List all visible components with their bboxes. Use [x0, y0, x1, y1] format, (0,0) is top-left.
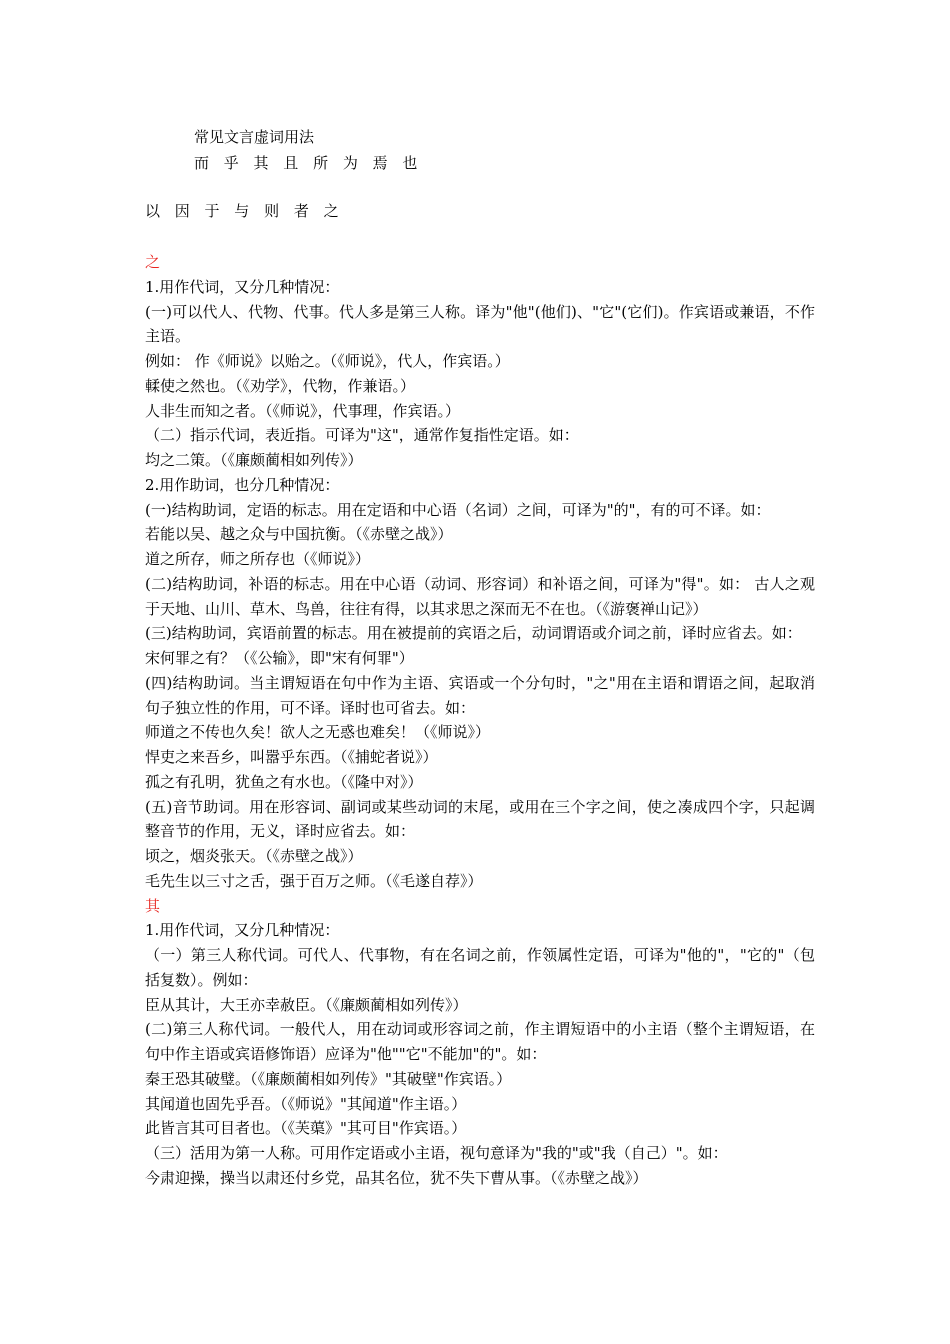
document-subtitle: 而 乎 其 且 所 为 焉 也 — [194, 154, 423, 172]
body-paragraph: 其闻道也固先乎吾。（《师说》"其闻道"作主语。） — [145, 1094, 467, 1113]
body-paragraph: 师道之不传也久矣！欲人之无惑也难矣！（《师说》） — [145, 723, 491, 742]
body-paragraph: （三）活用为第一人称。可用作定语或小主语，视句意译为"我的"或"我（自己）"。如： — [145, 1144, 728, 1162]
body-paragraph: 孤之有孔明，犹鱼之有水也。（《隆中对》） — [145, 772, 423, 791]
body-paragraph: 道之所存，师之所存也（《师说》） — [145, 550, 371, 568]
body-paragraph: 今肃迎操，操当以肃还付乡党，品其名位，犹不失下曹从事。（《赤壁之战》） — [145, 1168, 648, 1187]
body-paragraph: (三)结构助词，宾语前置的标志。用在被提前的宾语之后，动词谓语或介词之前，译时应省去。如： — [145, 624, 802, 643]
body-paragraph: 秦王恐其破璧。（《廉颇蔺相如列传》"其破壁"作宾语。） — [145, 1069, 512, 1088]
body-paragraph: 1.用作代词，又分几种情况： — [145, 277, 340, 296]
body-paragraph: (二)第三人称代词。一般代人，用在动词或形容词之前，作主谓短语中的小主语（整个主谓短语，在句中作主语或宾语修饰语）应译为"他""它"不能加"的"。如： — [145, 1020, 815, 1063]
section-heading: 其 — [145, 896, 161, 915]
document-title: 常见文言虚词用法 — [194, 128, 315, 146]
body-paragraph: 人非生而知之者。（《师说》，代事理，作宾语。） — [145, 401, 461, 420]
body-paragraph: (四)结构助词。当主谓短语在句中作为主语、宾语或一个分句时，"之"用在主语和谓语之间，起取消句子独立性的作用，可不译。译时也可省去。如： — [145, 673, 815, 717]
body-paragraph: （二）指示代词，表近指。可译为"这"，通常作复指性定语。如： — [145, 426, 579, 445]
body-paragraph: 悍吏之来吾乡，叫嚣乎东西。（《捕蛇者说》） — [145, 748, 438, 766]
title-block — [194, 124, 422, 176]
body-paragraph: 此皆言其可目者也。（《芙蕖》"其可目"作宾语。） — [145, 1119, 467, 1138]
intro-line: 以 因 于 与 则 者 之 — [145, 202, 344, 220]
body-paragraph: 毛先生以三寸之舌，强于百万之师。（《毛遂自荐》） — [145, 871, 483, 890]
body-paragraph: (一)结构助词，定语的标志。用在定语和中心语（名词）之间，可译为"的"，有的可不译。如： — [145, 500, 771, 519]
body-paragraph: 顷之，烟炎张天。（《赤壁之战》） — [145, 847, 363, 865]
section-heading: 之 — [145, 253, 161, 271]
body-paragraph: 1.用作代词，又分几种情况： — [145, 921, 340, 940]
body-paragraph: 均之二策。（《廉颇蔺相如列传》） — [145, 451, 363, 469]
body-paragraph: 若能以吴、越之众与中国抗衡。（《赤壁之战》） — [145, 525, 453, 544]
body-paragraph: 2.用作助词，也分几种情况： — [145, 475, 340, 494]
body-paragraph: 臣从其计，大王亦幸赦臣。（《廉颇蔺相如列传》） — [145, 995, 468, 1014]
body-paragraph: （一）第三人称代词。可代人、代事物，有在名词之前，作领属性定语，可译为"他的"，"它的"（包括复数）。例如： — [145, 946, 815, 989]
document-body — [145, 250, 815, 1191]
body-paragraph: 輮使之然也。（《劝学》，代物，作兼语。） — [145, 376, 416, 395]
body-paragraph: 例如： 作《师说》以贻之。（《师说》，代人，作宾语。） — [145, 352, 510, 370]
body-paragraph: 宋何罪之有？（《公输》，即"宋有何罪"） — [145, 649, 414, 667]
body-paragraph: (二)结构助词，补语的标志。用在中心语（动词、形容词）和补语之间，可译为"得"。如： 古人之观于天地、山川、草木、鸟兽，往往有得，以其求思之深而无不在也。（《游褒禅山记》） — [145, 574, 815, 618]
body-paragraph: (一)可以代人、代物、代事。代人多是第三人称。译为"他"(他们)、"它"(它们)。作宾语或兼语，不作主语。 — [145, 302, 815, 346]
body-paragraph: (五)音节助词。用在形容词、副词或某些动词的末尾，或用在三个字之间，使之凑成四个字，只起调整音节的作用，无义，译时应省去。如： — [145, 797, 815, 841]
